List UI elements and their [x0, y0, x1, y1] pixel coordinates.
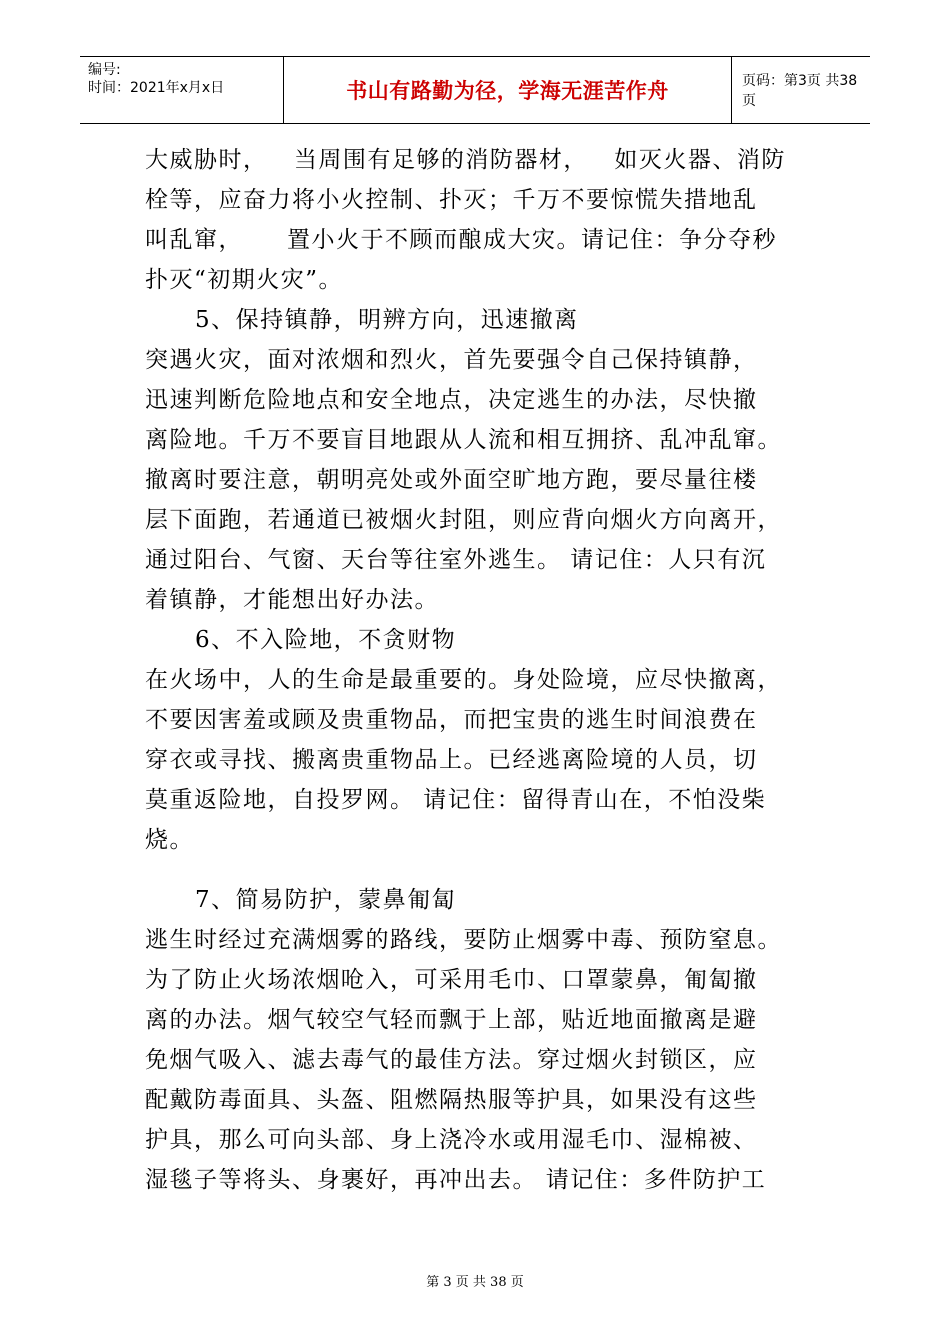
text-line: 烧。: [145, 827, 194, 853]
text-line: 撤离时要注意，朝明亮处或外面空旷地方跑，要尽量往楼: [145, 467, 758, 493]
page-header: [80, 56, 870, 124]
text-line: 配戴防毒面具、头盔、阻燃隔热服等护具，如果没有这些: [145, 1087, 758, 1113]
document-body: [145, 140, 805, 1200]
text-line: 栓等，应奋力将小火控制、扑灭；千万不要惊慌失措地乱: [145, 187, 758, 213]
text-line: 不要因害羞或顾及贵重物品，而把宝贵的逃生时间浪费在: [145, 707, 758, 733]
header-page: [732, 57, 870, 123]
text-line: 湿毯子等将头、身裹好，再冲出去。 请记住：多件防护工: [145, 1167, 767, 1193]
text-line: 为了防止火场浓烟呛入，可采用毛巾、口罩蒙鼻，匍匐撤: [145, 967, 758, 993]
text-line: 层下面跑，若通道已被烟火封阻，则应背向烟火方向离开，: [145, 507, 782, 533]
text-line: 在火场中，人的生命是最重要的。身处险境，应尽快撤离，: [145, 667, 782, 693]
text-line: 逃生时经过充满烟雾的路线，要防止烟雾中毒、预防窒息。: [145, 927, 782, 953]
page-footer: 第 3 页 共 38 页: [426, 1275, 524, 1290]
section-heading: 5、保持镇静，明辨方向，迅速撤离: [195, 307, 579, 333]
text-line: 叫乱窜， 置小火于不顾而酿成大灾。请记住：争分夺秒: [145, 227, 778, 253]
text-line: 大威胁时， 当周围有足够的消防器材， 如灭火器、消防: [145, 147, 786, 173]
page-label: 页码：第3页 共38页: [742, 73, 858, 109]
text-line: 穿衣或寻找、搬离贵重物品上。已经逃离险境的人员，切: [145, 747, 758, 773]
section-heading: 7、简易防护，蒙鼻匍匐: [195, 887, 457, 913]
paragraph-gap: [145, 860, 805, 880]
text-line: 通过阳台、气窗、天台等往室外逃生。 请记住：人只有沉: [145, 547, 767, 573]
text-line: 免烟气吸入、滤去毒气的最佳方法。穿过烟火封锁区，应: [145, 1047, 758, 1073]
header-motto: [284, 57, 732, 123]
time-label: 时间：2021年x月x日: [88, 80, 225, 96]
text-line: 迅速判断危险地点和安全地点，决定逃生的办法，尽快撤: [145, 387, 758, 413]
text-line: 护具，那么可向头部、身上浇冷水或用湿毛巾、湿棉被、: [145, 1127, 758, 1153]
section-heading: 6、不入险地，不贪财物: [195, 627, 457, 653]
text-line: 着镇静，才能想出好办法。: [145, 587, 439, 613]
text-line: 扑灭“初期火灾”。: [145, 267, 344, 293]
text-line: 莫重返险地，自投罗网。 请记住：留得青山在，不怕没柴: [145, 787, 767, 813]
motto-text: 书山有路勤为径，学海无涯苦作舟: [346, 79, 669, 103]
text-line: 离的办法。烟气较空气轻而飘于上部，贴近地面撤离是避: [145, 1007, 758, 1033]
number-label: 编号:: [88, 62, 121, 78]
text-line: 突遇火灾，面对浓烟和烈火，首先要强令自己保持镇静，: [145, 347, 758, 373]
text-line: 离险地。千万不要盲目地跟从人流和相互拥挤、乱冲乱窜。: [145, 427, 782, 453]
header-meta: [80, 57, 284, 123]
